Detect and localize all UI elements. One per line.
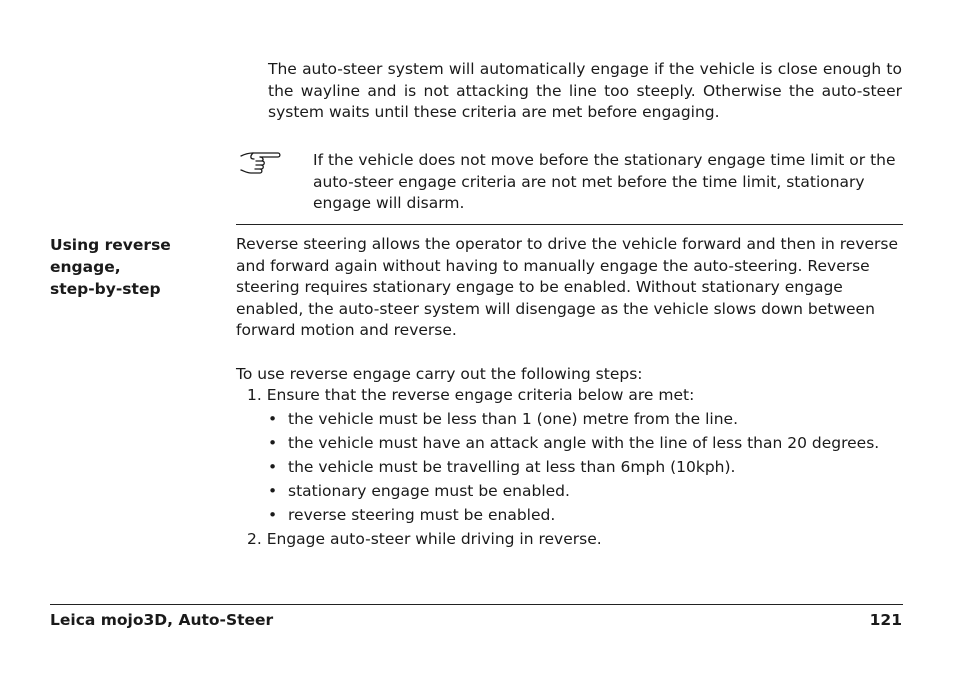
footer-title: Leica mojo3D, Auto-Steer [50, 611, 274, 629]
footer-divider [50, 604, 903, 605]
section-heading-line: step-by-step [50, 280, 161, 298]
section-heading-line: Using reverse [50, 236, 171, 254]
section-divider [236, 224, 903, 225]
bullet-icon: • [268, 458, 278, 476]
section-heading-line: engage, [50, 258, 121, 276]
reverse-steering-paragraph: Reverse steering allows the operator to drive the vehicle forward and then in reverse and forward again without having to manually engage the auto-steering. Reverse steering requires stationary engage to be enabled. Without stationary engage enabled, the auto-steer system will disengage as the vehicle slows down between forward motion and reverse. [236, 235, 899, 339]
bullet-icon: • [268, 506, 278, 524]
bullet-icon: • [268, 482, 278, 500]
section-heading [50, 234, 230, 300]
intro-paragraph: The auto-steer system will automatically engage if the vehicle is close enough to the wayline and is not attacking the line too steeply. Otherwise the auto-steer system waits until these criteria are met before engaging. [268, 60, 902, 121]
step-2: 2. Engage auto-steer while driving in reverse. [247, 530, 602, 548]
bullet-text: the vehicle must be less than 1 (one) metre from the line. [288, 410, 738, 428]
bullet-icon: • [268, 434, 278, 452]
pointing-hand-icon [238, 147, 284, 177]
bullet-text: the vehicle must have an attack angle with the line of less than 20 degrees. [288, 434, 880, 452]
note-text: If the vehicle does not move before the stationary engage time limit or the auto-steer engage criteria are not met before the time limit, stationary engage will disarm. [313, 151, 896, 212]
bullet-icon: • [268, 410, 278, 428]
steps-intro: To use reverse engage carry out the following steps: [236, 365, 643, 383]
bullet-text: reverse steering must be enabled. [288, 506, 556, 524]
bullet-text: the vehicle must be travelling at less than 6mph (10kph). [288, 458, 736, 476]
bullet-text: stationary engage must be enabled. [288, 482, 570, 500]
page-number: 121 [869, 611, 902, 629]
step-1: 1. Ensure that the reverse engage criteria below are met: [247, 386, 695, 404]
